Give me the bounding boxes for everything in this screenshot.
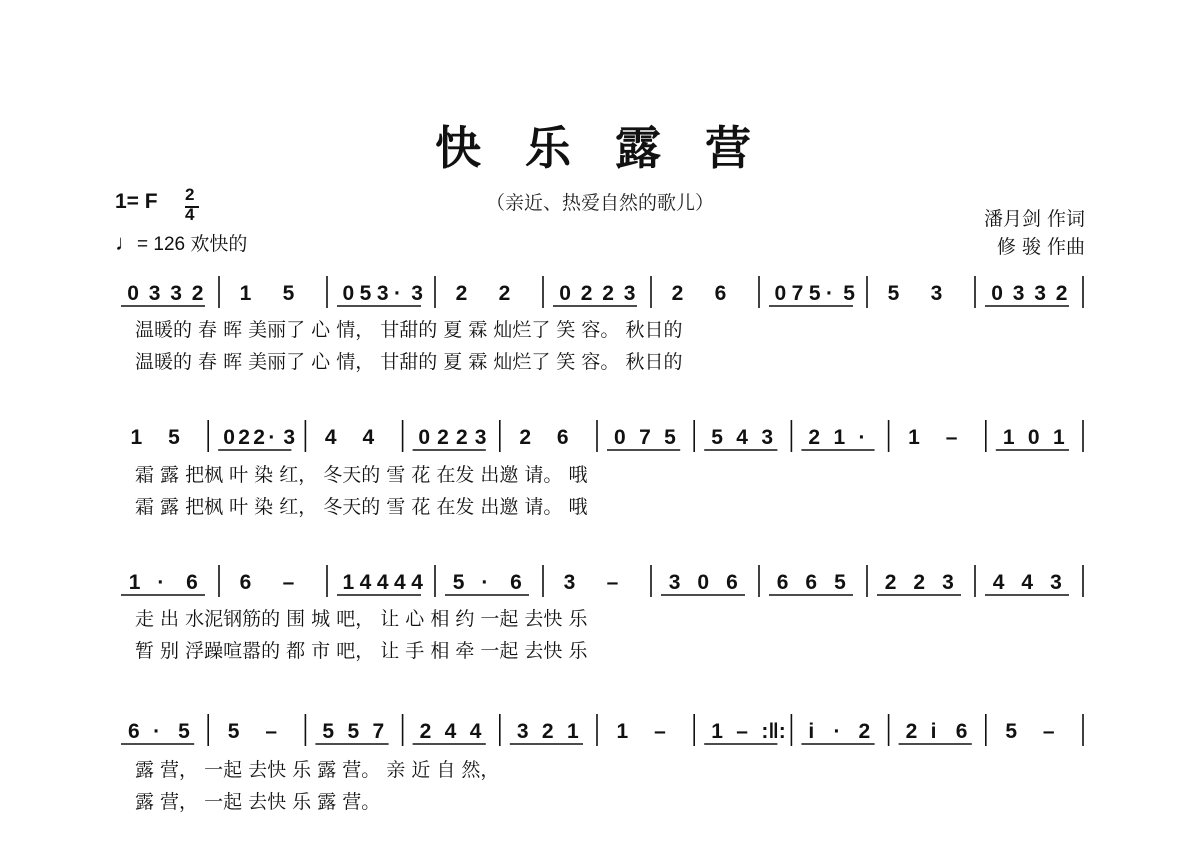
note-digit: · [153, 720, 161, 743]
note-digit: 0 [614, 426, 626, 449]
note-digit: 2 [905, 720, 918, 743]
note-digit: 2 [858, 720, 871, 743]
note-digit: – [654, 720, 666, 743]
note-digit: 5 [887, 282, 900, 305]
note-digit: 1 [342, 571, 355, 594]
note-digit: 3 [761, 426, 774, 449]
note-digit: 4 [1021, 571, 1034, 594]
note-digit: 3 [1012, 282, 1025, 305]
note-digit: 2 [191, 282, 204, 305]
lyric-line-1: 温暖的 春 晖 美丽了 心 情， 甘甜的 夏 霖 灿烂了 笑 容。 秋日的 [135, 319, 683, 341]
note-digit: 5 [664, 426, 676, 449]
note-digit: 3 [668, 571, 681, 594]
note-digit: 4 [394, 571, 406, 594]
note-digit: 2 [455, 426, 468, 449]
note-digit: 1 [908, 426, 920, 449]
note-digit: 3 [376, 282, 389, 305]
lyric-line-2: 温暖的 春 晖 美丽了 心 情， 甘甜的 夏 霖 灿烂了 笑 容。 秋日的 [135, 351, 683, 373]
note-digit: 3 [148, 282, 161, 305]
note-digit: · [481, 571, 489, 594]
note-digit: 3 [516, 720, 529, 743]
note-digit: 5 [808, 282, 821, 305]
note-digit: 5 [359, 282, 372, 305]
note-digit: 2 [419, 720, 432, 743]
note-digit: 6 [726, 571, 738, 594]
note-digit: 3 [623, 282, 636, 305]
note-digit: 6 [805, 571, 818, 594]
note-digit: 3 [170, 282, 182, 305]
note-digit: 0 [127, 282, 139, 305]
note-digit: 6 [714, 282, 727, 305]
song-subtitle: （亲近、热爱自然的歌儿） [485, 192, 714, 214]
note-digit: i [808, 720, 815, 743]
note-digit: 7 [372, 720, 385, 743]
lyric-line-1: 走 出 水泥钢筋的 围 城 吧， 让 心 相 约 一起 去快 乐 [135, 608, 588, 630]
note-digit: 4 [359, 571, 372, 594]
note-digit: 0 [1027, 426, 1040, 449]
key-signature: 1= F [115, 190, 158, 213]
note-digit: – [736, 720, 748, 743]
note-digit: 1 [616, 720, 629, 743]
note-digit: 1 [566, 720, 579, 743]
note-digit: 4 [411, 571, 423, 594]
note-digit: :‖: [761, 720, 786, 743]
note-digit: 7 [639, 426, 651, 449]
quarter-note-icon: ♩ [115, 230, 137, 255]
note-digit: 2 [455, 282, 468, 305]
note-digit: 3 [942, 571, 954, 594]
song-title: 快 乐 露 营 [434, 121, 766, 175]
note-digit: 4 [469, 720, 482, 743]
note-digit: 3 [283, 426, 296, 449]
note-digit: 7 [791, 282, 804, 305]
note-digit: 2 [238, 426, 250, 449]
note-digit: 1 [1052, 426, 1065, 449]
note-digit: · [268, 426, 276, 449]
note-digit: i [930, 720, 937, 743]
lyric-line-2: 暂 别 浮躁喧嚣的 都 市 吧， 让 手 相 牵 一起 去快 乐 [135, 640, 588, 662]
note-digit: 5 [834, 571, 846, 594]
note-digit: 0 [991, 282, 1003, 305]
note-digit: – [282, 571, 295, 594]
note-digit: 2 [253, 426, 265, 449]
note-digit: 3 [930, 282, 943, 305]
note-digit: 4 [376, 571, 389, 594]
note-digit: 2 [437, 426, 449, 449]
lyric-line-2: 露 营， 一起 去快 乐 露 营。 [135, 791, 381, 813]
composer-credit: 修 骏 作曲 [996, 236, 1085, 258]
note-digit: 6 [776, 571, 789, 594]
note-digit: 5 [282, 282, 295, 305]
note-digit: 5 [168, 426, 180, 449]
note-digit: 6 [510, 571, 522, 594]
note-digit: – [1042, 720, 1055, 743]
lyric-line-1: 露 营， 一起 去快 乐 露 营。 亲 近 自 然， [135, 759, 500, 781]
note-digit: 2 [884, 571, 897, 594]
note-digit: 0 [774, 282, 787, 305]
note-digit: 6 [186, 571, 198, 594]
note-digit: 5 [178, 720, 190, 743]
note-digit: 3 [411, 282, 423, 305]
note-digit: · [157, 571, 165, 594]
time-signature-bottom: 4 [185, 205, 195, 224]
note-digit: 6 [556, 426, 569, 449]
note-digit: 5 [322, 720, 335, 743]
note-digit: 1 [711, 720, 723, 743]
note-digit: · [833, 720, 841, 743]
note-digit: 2 [602, 282, 614, 305]
note-digit: 6 [128, 720, 140, 743]
lyricist-credit: 潘月剑 作词 [983, 208, 1085, 230]
note-digit: – [606, 571, 619, 594]
note-digit: 2 [498, 282, 511, 305]
note-digit: 4 [324, 426, 337, 449]
note-digit: 0 [418, 426, 431, 449]
note-digit: 3 [1034, 282, 1046, 305]
note-digit: 1 [833, 426, 846, 449]
note-digit: 5 [711, 426, 723, 449]
note-digit: 2 [519, 426, 532, 449]
note-digit: 4 [362, 426, 375, 449]
note-digit: 5 [843, 282, 855, 305]
note-digit: 4 [992, 571, 1005, 594]
note-digit: 5 [452, 571, 465, 594]
note-digit: 3 [1050, 571, 1062, 594]
note-digit: 6 [955, 720, 968, 743]
note-digit: 2 [1055, 282, 1068, 305]
note-digit: 2 [541, 720, 554, 743]
note-digit: · [858, 426, 866, 449]
note-digit: · [394, 282, 402, 305]
note-digit: 0 [559, 282, 571, 305]
note-digit: 4 [736, 426, 748, 449]
note-digit: 2 [671, 282, 684, 305]
note-digit: 3 [474, 426, 487, 449]
tempo-text: = 126 欢快的 [137, 234, 248, 255]
note-digit: – [945, 426, 958, 449]
note-digit: 4 [444, 720, 457, 743]
note-digit: 2 [808, 426, 821, 449]
note-digit: 2 [913, 571, 926, 594]
note-digit: 5 [347, 720, 360, 743]
note-digit: 5 [227, 720, 240, 743]
note-digit: 1 [1002, 426, 1015, 449]
note-digit: 0 [342, 282, 355, 305]
note-digit: 0 [697, 571, 710, 594]
lyric-line-1: 霜 露 把枫 叶 染 红， 冬天的 雪 花 在发 出邀 请。 哦 [135, 464, 588, 486]
note-digit: · [826, 282, 834, 305]
note-digit: 1 [239, 282, 252, 305]
note-digit: 3 [563, 571, 576, 594]
lyric-line-2: 霜 露 把枫 叶 染 红， 冬天的 雪 花 在发 出邀 请。 哦 [135, 496, 588, 518]
time-signature-top: 2 [185, 185, 195, 204]
note-digit: 2 [580, 282, 593, 305]
note-digit: 6 [239, 571, 252, 594]
note-digit: – [265, 720, 278, 743]
note-digit: 1 [128, 571, 141, 594]
note-digit: 5 [1005, 720, 1018, 743]
note-digit: 0 [223, 426, 235, 449]
note-digit: 1 [130, 426, 143, 449]
